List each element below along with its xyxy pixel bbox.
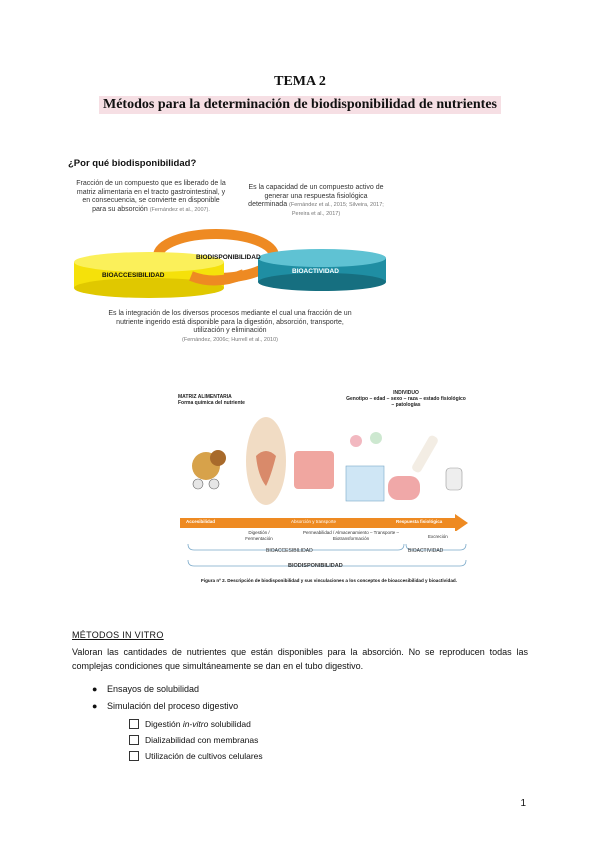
checkbox-icon[interactable] [129, 735, 139, 745]
label-biodisponibilidad: BIODISPONIBILIDAD [196, 254, 261, 261]
bullet-icon: ● [92, 701, 98, 711]
checkbox-icon[interactable] [129, 719, 139, 729]
figure-bioavailability-process [176, 388, 476, 593]
toilet-icon [446, 468, 462, 490]
step-transport: Permeabilidad / Almacenamiento – Transporte – Biotransformación [302, 530, 400, 541]
bullet-item: ● Simulación del proceso digestivo [92, 701, 239, 711]
reference: (Fernández, 2006c; Hurrell et al., 2010) [182, 336, 278, 343]
cell-diagram [346, 466, 384, 501]
brackets [176, 540, 476, 580]
page-number: 1 [520, 798, 526, 809]
step-digestion: Digestión / Fermentación [245, 530, 273, 541]
intestinal-villi [294, 451, 334, 489]
title-block [0, 74, 600, 114]
process-arrow-head [455, 514, 468, 531]
arrow-label-response: Respuesta fisiológica [396, 519, 443, 524]
reference: (Fernández et al., 2015; Silveira, 2017; Pereira et al., 2017) [289, 202, 384, 217]
arrow-label-absorption: Absorción y transporte [291, 519, 337, 524]
molecule-icon [350, 435, 362, 447]
figure-bioavailability-diagram [66, 158, 392, 358]
checkbox-item [129, 735, 258, 745]
figure-question: ¿Por qué biodisponibilidad? [68, 158, 197, 169]
section-paragraph: Valoran las cantidades de nutrientes que están disponibles para la absorción. No se reproducen todas las complejas condiciones que simultáneamente se dan en el tubo digestivo. [72, 647, 528, 671]
label-bioactividad: BIOACTIVIDAD [292, 268, 339, 275]
label-bioaccesibilidad: BIOACCESIBILIDAD [102, 272, 165, 279]
doc-title: Métodos para la determinación de biodisponibilidad de nutrientes [99, 96, 501, 114]
teal-cylinder-bottom [258, 273, 386, 291]
arrow-label-accessibility: Accesibilidad [186, 519, 216, 524]
ion-icon [193, 479, 203, 489]
bioaccesibility-definition: Fracción de un compuesto que es liberado de la matriz alimentaria en el tracto gastrointestinal, y en consecuencia, se convierte en disponible para su absorción (Fernández et al., 2007). [76, 180, 226, 213]
liver-illustration [388, 476, 420, 500]
checkbox-icon[interactable] [129, 751, 139, 761]
bullet-item: ● Ensayos de solubilidad [92, 684, 200, 694]
rings-diagram [66, 228, 392, 308]
checkbox-item [129, 719, 251, 729]
doc-heading: TEMA 2 [274, 74, 326, 89]
checkbox-label: Dializabilidad con membranas [145, 735, 259, 745]
bioavailability-definition: Es la integración de los diversos procesos mediante el cual una fracción de un nutriente ingerido está disponible para la digestión, absorción, transporte, utilización y eliminación (Fernández, 2006c; Hurrell et al., 2010) [108, 310, 352, 343]
step-excretion: Excreción [428, 534, 448, 539]
bracket-biodisponibilidad: BIODISPONIBILIDAD [288, 563, 343, 569]
bracket-bioactividad: BIOACTIVIDAD [408, 548, 444, 554]
figure-caption: Figura nº 2. Descripción de biodisponibilidad y sus vinculaciones a los conceptos de bioaccesibilidad y bioactividad. [201, 578, 457, 583]
bone-illustration [411, 434, 440, 474]
bullet-icon: ● [92, 684, 98, 694]
reference: (Fernández et al., 2007). [149, 206, 210, 213]
molecule-icon [370, 432, 382, 444]
process-illustration [176, 406, 476, 531]
matrix-header: MATRIZ ALIMENTARIA Forma química del nutriente [178, 394, 245, 406]
bioactivity-definition: Es la capacidad de un compuesto activo de generar una respuesta fisiológica determinada (Fernández et al., 2015; Silveira, 2017; Pereira et al., 2017) [248, 184, 384, 217]
checkbox-label: Utilización de cultivos celulares [145, 751, 263, 761]
ion-icon [209, 479, 219, 489]
checkbox-item [129, 751, 263, 761]
teal-cylinder-top [258, 249, 386, 267]
individual-header: INDIVIDUO Genotipo – edad – sexo – raza – estado fisiológico – patologías [346, 390, 466, 408]
section-title: MÉTODOS IN VITRO [72, 630, 164, 640]
checkbox-label: Digestión in-vitro solubilidad [145, 719, 251, 729]
food-illustration [210, 450, 226, 466]
bracket-bioaccesibilidad: BIOACCESIBILIDAD [266, 548, 313, 554]
